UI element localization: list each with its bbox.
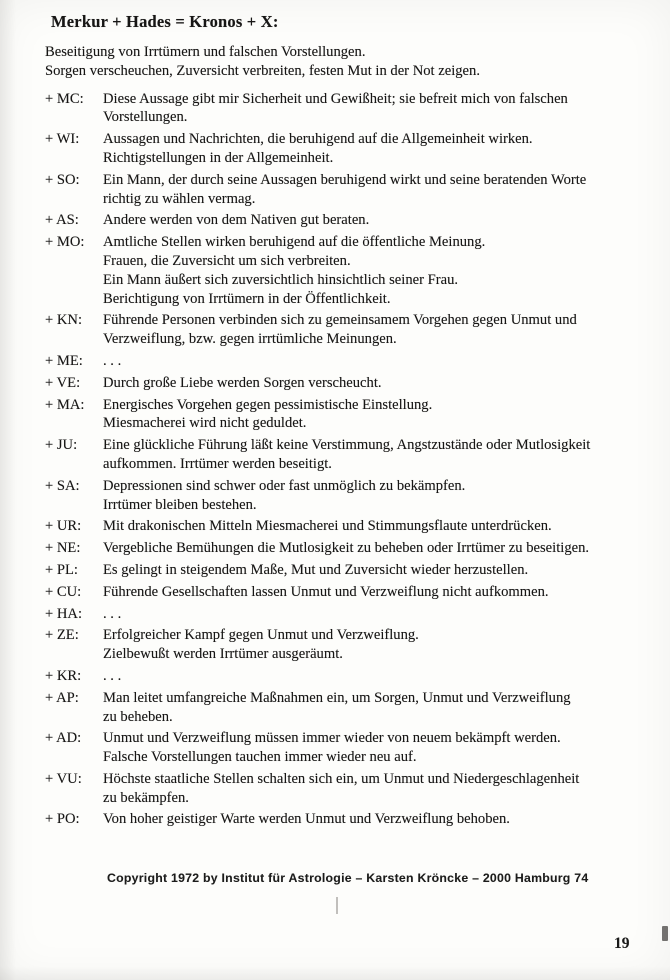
entry-label: + AP: (45, 689, 79, 706)
entry-label: + WI: (45, 131, 80, 148)
entry-text (103, 311, 664, 349)
entry-line: Von hoher geistiger Warte werden Unmut und Verzweiflung behoben. (103, 811, 510, 828)
entry-line: Berichtigung von Irrtümern in der Öffentlichkeit. (103, 290, 391, 307)
entry-text (103, 477, 664, 515)
entry-label: + PO: (45, 811, 80, 828)
intro-paragraph (45, 43, 664, 81)
entry-line: Amtliche Stellen wirken beruhigend auf die öffentliche Meinung. (103, 234, 486, 251)
entry-line: Führende Personen verbinden sich zu gemeinsamem Vorgehen gegen Unmut und (103, 312, 577, 329)
entry-line: Aussagen und Nachrichten, die beruhigend auf die Allgemeinheit wirken. (103, 131, 533, 148)
entry-label: + JU: (45, 437, 78, 454)
entry-text (103, 517, 664, 536)
entry-label: + MC: (45, 90, 84, 107)
entry-line: Ein Mann äußert sich zuversichtlich hinsichtlich seiner Frau. (103, 271, 459, 288)
entry-row (45, 517, 664, 536)
entry-line: Verzweiflung, bzw. gegen irrtümliche Meinungen. (103, 331, 397, 348)
entry-row (45, 171, 664, 209)
entry-row (45, 729, 664, 767)
entry-text (103, 770, 664, 808)
entry-text (103, 583, 664, 602)
entry-text (103, 561, 664, 580)
entry-text (103, 352, 664, 371)
entry-label: + ZE: (45, 627, 79, 644)
entry-line: Durch große Liebe werden Sorgen verscheucht. (103, 374, 382, 391)
scan-artifact (336, 897, 338, 914)
entry-line: richtig zu wählen vermag. (103, 190, 256, 207)
entry-row (45, 770, 664, 808)
entry-line: . . . (103, 605, 122, 622)
entry-row (45, 396, 664, 434)
page-title: Merkur + Hades = Kronos + X: (51, 12, 279, 31)
entry-line: Miesmacherei wird nicht geduldet. (103, 415, 307, 432)
entry-line: . . . (103, 667, 122, 684)
entry-line: Mit drakonischen Mitteln Miesmacherei und Stimmungsflaute unterdrücken. (103, 518, 552, 535)
entry-text (103, 374, 664, 393)
scan-edge-shading (0, 0, 16, 980)
intro-line: Beseitigung von Irrtümern und falschen Vorstellungen. (45, 44, 366, 60)
entry-line: Richtigstellungen in der Allgemeinheit. (103, 149, 334, 166)
entry-text (103, 436, 664, 474)
entry-line: Andere werden von dem Nativen gut beraten. (103, 212, 370, 229)
entry-line: Falsche Vorstellungen tauchen immer wieder neu auf. (103, 749, 417, 766)
entry-label: + KR: (45, 667, 82, 684)
entry-row (45, 130, 664, 168)
entry-label: + AD: (45, 730, 82, 747)
entry-row (45, 211, 664, 230)
scan-edge-shading (0, 966, 670, 980)
entry-label: + SA: (45, 477, 80, 494)
entry-line: Irrtümer bleiben bestehen. (103, 496, 257, 513)
entry-label: + AS: (45, 212, 79, 229)
entry-line: Erfolgreicher Kampf gegen Unmut und Verzweiflung. (103, 627, 419, 644)
entry-row (45, 539, 664, 558)
entry-label: + HA: (45, 605, 83, 622)
entry-label: + CU: (45, 583, 82, 600)
entry-label: + MA: (45, 396, 85, 413)
entry-text (103, 810, 664, 829)
entry-text (103, 233, 664, 308)
entry-row (45, 561, 664, 580)
copyright-line: Copyright 1972 by Institut für Astrologie – Karsten Kröncke – 2000 Hamburg 74 (107, 871, 589, 885)
scan-artifact (662, 926, 668, 941)
entry-line: Führende Gesellschaften lassen Unmut und Verzweiflung nicht aufkommen. (103, 583, 549, 600)
entry-line: zu bekämpfen. (103, 789, 189, 806)
entry-line: . . . (103, 352, 122, 369)
entry-line: Unmut und Verzweiflung müssen immer wieder von neuem bekämpft werden. (103, 730, 561, 747)
entry-label: + PL: (45, 561, 78, 578)
aspect-entries-list (45, 90, 664, 830)
entry-row (45, 352, 664, 371)
entry-line: aufkommen. Irrtümer werden beseitigt. (103, 455, 332, 472)
entry-row (45, 477, 664, 515)
entry-line: Vergebliche Bemühungen die Mutlosigkeit zu beheben oder Irrtümer zu beseitigen. (103, 540, 590, 557)
entry-text (103, 626, 664, 664)
entry-text (103, 729, 664, 767)
entry-row (45, 605, 664, 624)
entry-text (103, 90, 664, 128)
entry-line: Höchste staatliche Stellen schalten sich ein, um Unmut und Niedergeschlagenheit (103, 770, 580, 787)
entry-label: + UR: (45, 518, 82, 535)
page-number: 19 (614, 935, 630, 952)
entry-text (103, 605, 664, 624)
entry-line: Energisches Vorgehen gegen pessimistische Einstellung. (103, 396, 433, 413)
entry-text (103, 667, 664, 686)
entry-row (45, 90, 664, 128)
entry-row (45, 667, 664, 686)
entry-line: Vorstellungen. (103, 109, 188, 126)
entry-text (103, 171, 664, 209)
entry-text (103, 539, 664, 558)
entry-text (103, 211, 664, 230)
entry-row (45, 436, 664, 474)
entry-line: Zielbewußt werden Irrtümer ausgeräumt. (103, 646, 343, 663)
entry-row (45, 311, 664, 349)
entry-label: + SO: (45, 171, 80, 188)
entry-text (103, 396, 664, 434)
entry-row (45, 626, 664, 664)
entry-row (45, 689, 664, 727)
entry-line: Man leitet umfangreiche Maßnahmen ein, um Sorgen, Unmut und Verzweiflung (103, 689, 571, 706)
entry-line: Ein Mann, der durch seine Aussagen beruhigend wirkt und seine beratenden Worte (103, 171, 587, 188)
entry-line: Eine glückliche Führung läßt keine Verstimmung, Angstzustände oder Mutlosigkeit (103, 437, 591, 454)
entry-line: zu beheben. (103, 708, 173, 725)
entry-line: Frauen, die Zuversicht um sich verbreiten. (103, 252, 351, 269)
entry-label: + MO: (45, 234, 85, 251)
entry-row (45, 374, 664, 393)
entry-label: + NE: (45, 540, 81, 557)
intro-line: Sorgen verscheuchen, Zuversicht verbreiten, festen Mut in der Not zeigen. (45, 62, 480, 79)
entry-line: Diese Aussage gibt mir Sicherheit und Gewißheit; sie befreit mich von falschen (103, 90, 568, 107)
entry-text (103, 689, 664, 727)
entry-text (103, 130, 664, 168)
entry-label: + ME: (45, 352, 83, 369)
entry-label: + VE: (45, 374, 81, 391)
entry-label: + KN: (45, 312, 83, 329)
entry-label: + VU: (45, 770, 82, 787)
entry-row (45, 233, 664, 308)
entry-line: Es gelingt in steigendem Maße, Mut und Zuversicht wieder herzustellen. (103, 561, 529, 578)
entry-row (45, 810, 664, 829)
entry-row (45, 583, 664, 602)
entry-line: Depressionen sind schwer oder fast unmöglich zu bekämpfen. (103, 477, 466, 494)
page-content (45, 12, 664, 832)
